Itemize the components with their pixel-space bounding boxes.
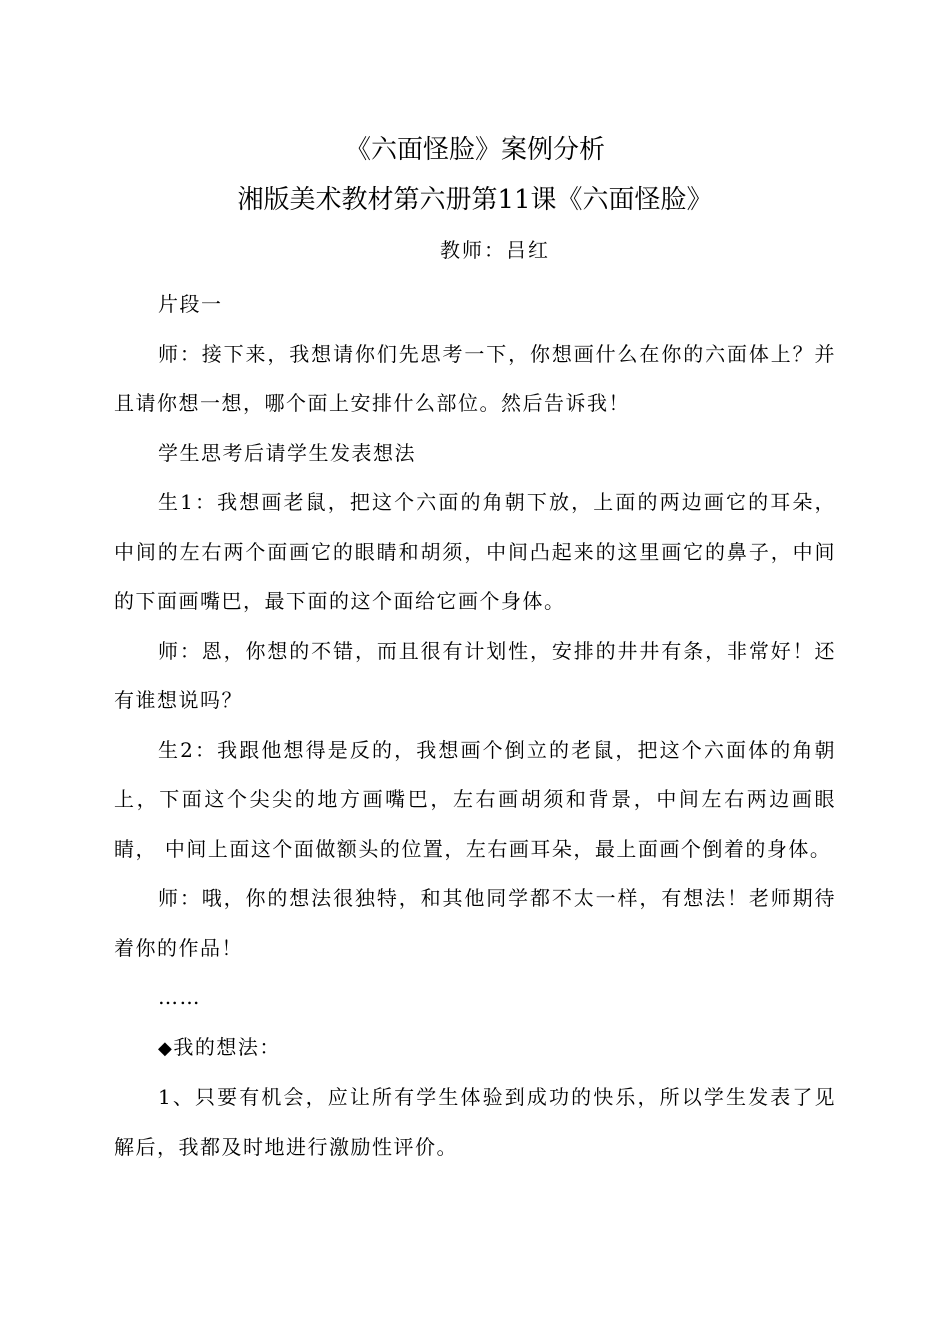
paragraph-ellipsis: …… xyxy=(158,985,201,1009)
paragraph-student-1: 生1：我想画老鼠，把这个六面的角朝下放，上面的两边画它的耳朵，中间的左右两个面画它的眼睛和胡须，中间凸起来的这里画它的鼻子，中间的下面画嘴巴，最下面的这个面给它画个身体。 xyxy=(114,490,836,613)
document-body xyxy=(114,280,836,1172)
paragraph-fragment-label: 片段一 xyxy=(158,292,223,316)
author-line: 教师：吕红 xyxy=(440,238,550,262)
paragraph-student-2: 生2：我跟他想得是反的，我想画个倒立的老鼠，把这个六面体的角朝上，下面这个尖尖的地方画嘴巴，左右画胡须和背景，中间左右两边画眼睛， 中间上面这个面做额头的位置，左右画耳朵，最上面画个倒着的身体。 xyxy=(114,737,836,861)
document-subtitle: 湘版美术教材第六册第11课《六面怪脸》 xyxy=(237,185,713,215)
section-heading xyxy=(114,1023,836,1074)
paragraph-teacher-question: 师：接下来，我想请你们先思考一下，你想画什么在你的六面体上？并且请你想一想，哪个面上安排什么部位。然后告诉我！ xyxy=(114,341,836,415)
paragraph-student-think: 学生思考后请学生发表想法 xyxy=(158,440,416,465)
section-heading-text: 我的想法： xyxy=(173,1034,281,1059)
diamond-bullet-icon: ◆ xyxy=(158,1037,174,1059)
document-title: 《六面怪脸》案例分析 xyxy=(344,135,605,165)
paragraph-teacher-praise-1: 师：恩，你想的不错，而且很有计划性，安排的井井有条，非常好！还有谁想说吗？ xyxy=(114,638,836,712)
paragraph-point-1: 1、只要有机会，应让所有学生体验到成功的快乐，所以学生发表了见解后，我都及时地进行激励性评价。 xyxy=(114,1085,836,1159)
paragraph-teacher-praise-2: 师：哦，你的想法很独特，和其他同学都不太一样，有想法！老师期待着你的作品！ xyxy=(114,886,836,960)
